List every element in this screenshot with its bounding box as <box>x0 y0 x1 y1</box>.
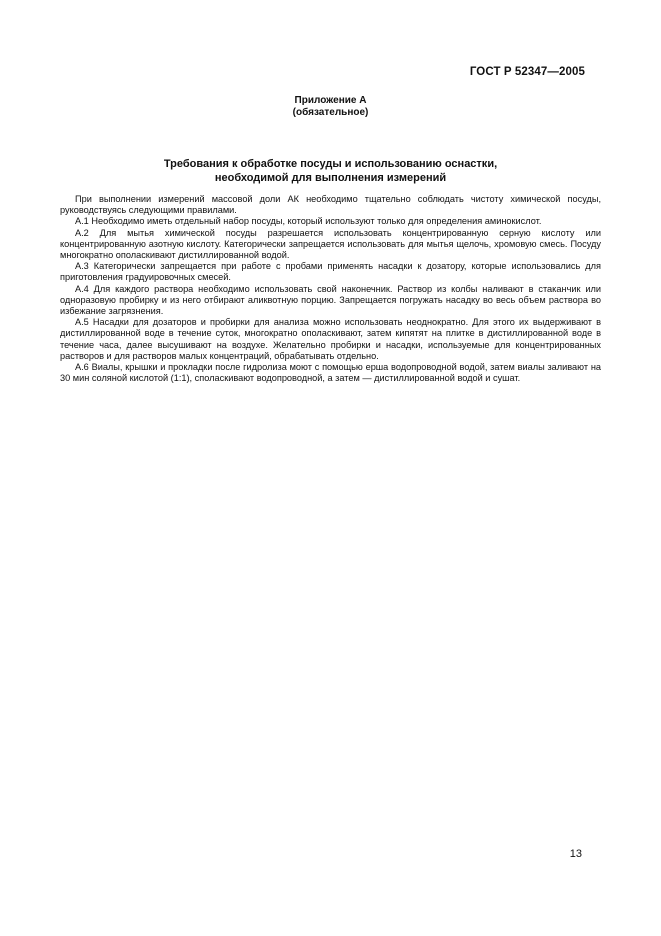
body-text <box>60 194 601 384</box>
title-line-1: Требования к обработке посуды и использованию оснастки, <box>163 158 498 170</box>
paragraph-a5: А.5 Насадки для дозаторов и пробирки для анализа можно использовать неоднократно. Для этого их выдерживают в дистиллированной воде в течение суток, многократно ополаскивают, затем кипятят на плитке в дистиллированной воде в течение часа, далее высушивают на воздухе. Желательно пробирки и насадки, используемые для концентрированных растворов и для растворов малых концентраций, обрабатывать отдельно. <box>60 317 601 361</box>
standard-code: ГОСТ Р 52347—2005 <box>469 66 585 78</box>
appendix-label: Приложение А <box>294 95 367 106</box>
paragraph-a2: А.2 Для мытья химической посуды разрешается использовать концентрированную серную кислоту или концентрированную азотную кислоту. Категорически запрещается использовать для мытья щелочь, хромовую смесь. Посуду многократно ополаскивают дистиллированной водой. <box>60 227 601 261</box>
title-line-2: необходимой для выполнения измерений <box>214 172 447 184</box>
paragraph-intro: При выполнении измерений массовой доли АК необходимо тщательно соблюдать чистоту химической посуды, руководствуясь следующими правилами. <box>60 194 601 216</box>
paragraph-a1: А.1 Необходимо иметь отдельный набор посуды, который используют только для определения аминокислот. <box>75 216 542 227</box>
appendix-heading <box>0 95 661 119</box>
section-title <box>0 157 661 185</box>
paragraph-a6: А.6 Виалы, крышки и прокладки после гидролиза моют с помощью ерша водопроводной водой, затем виалы заливают на 30 мин соляной кислотой (1:1), споласкивают водопроводной, а затем — дистиллированной водой и сушат. <box>60 362 601 384</box>
paragraph-a4: А.4 Для каждого раствора необходимо использовать свой наконечник. Раствор из колбы наливают в стаканчик или одноразовую пробирку и из него отбирают аликвотную порцию. Запрещается погружать насадку во весь объем раствора во избежание загрязнения. <box>60 283 601 317</box>
page-number: 13 <box>569 848 582 860</box>
paragraph-a3: А.3 Категорически запрещается при работе с пробами применять насадки к дозатору, которые использовались для приготовления градуировочных смесей. <box>60 261 601 283</box>
appendix-status: (обязательное) <box>292 107 369 118</box>
